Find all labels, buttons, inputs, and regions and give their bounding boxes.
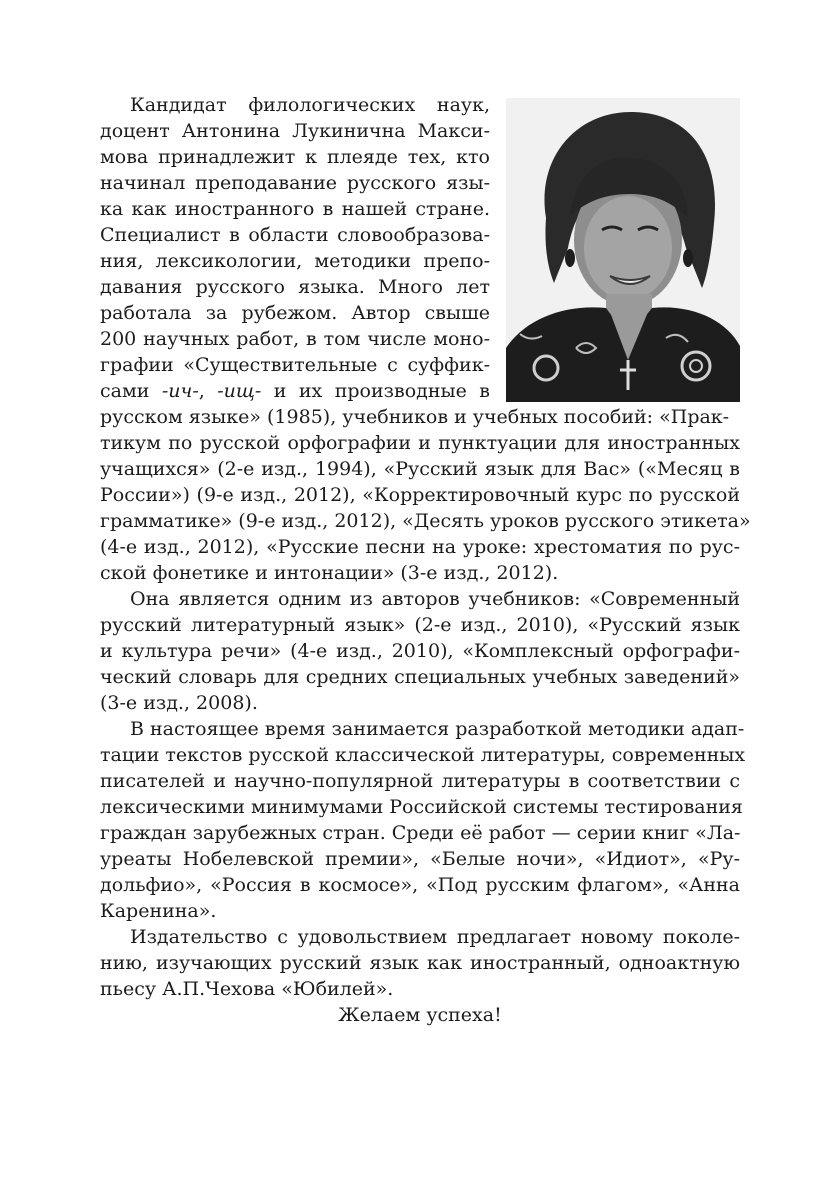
text-line: тации текстов русской классической литературы, современных: [100, 744, 746, 766]
text-line: ческий словарь для средних специальных учебных заведений»: [100, 666, 740, 688]
text-line: Издательство с удовольствием предлагает новому поколе-: [130, 926, 740, 948]
paragraph-textbooks: [100, 586, 740, 716]
text-line: работала за рубежом. Автор свыше: [100, 302, 490, 324]
text-line: нию, изучающих русский язык как иностранный, одноактную: [100, 952, 740, 974]
text-line: лексическими минимумами Российской системы тестирования: [100, 796, 743, 818]
text-line: мова принадлежит к плеяде тех, кто: [100, 146, 490, 168]
text-line: графии «Существительные с суффик-: [100, 354, 490, 376]
text-line: Каренина».: [100, 900, 217, 922]
text-line: учащихся» (2-е изд., 1994), «Русский язык для Вас» («Месяц в: [100, 458, 740, 480]
text-line: грамматике» (9-е изд., 2012), «Десять уроков русского этикета»: [100, 510, 751, 532]
paragraph-publisher: [100, 924, 740, 1002]
text-line: сами -ич-, -ищ- и их производные в: [100, 380, 490, 402]
text-line: России») (9-е изд., 2012), «Корректировочный курс по русской: [100, 484, 740, 506]
text-line: русском языке» (1985), учебников и учебных пособий: «Прак-: [100, 406, 730, 428]
paragraph-current-work: [100, 716, 746, 924]
text-line: и культура речи» (4-е изд., 2010), «Комплексный орфографи-: [100, 640, 740, 662]
author-portrait: [506, 98, 740, 402]
text-line: ской фонетике и интонации» (3-е изд., 2012).: [100, 562, 559, 584]
text-line: (3-е изд., 2008).: [100, 692, 258, 714]
text-line: В настоящее время занимается разработкой методики адап-: [130, 718, 745, 740]
text-line: граждан зарубежных стран. Среди её работ — серии книг «Ла-: [100, 822, 741, 844]
closing-line: Желаем успеха!: [338, 1004, 502, 1026]
text-line: Специалист в области словообразова-: [100, 224, 490, 246]
text-line: пьесу А.П.Чехова «Юбилей».: [100, 978, 394, 1000]
text-line: дольфио», «Россия в космосе», «Под русским флагом», «Анна: [100, 874, 740, 896]
text-line: Она является одним из авторов учебников: «Современный: [130, 588, 740, 610]
text-line: ка как иностранного в нашей стране.: [100, 198, 490, 220]
document-page: [100, 92, 751, 1028]
text-line: писателей и научно-популярной литературы в соответствии с: [100, 770, 740, 792]
text-line: доцент Антонина Лукинична Макси-: [100, 120, 490, 142]
text-line: тикум по русской орфографии и пунктуации для иностранных: [100, 432, 740, 454]
text-line: 200 научных работ, в том числе моно-: [100, 328, 490, 350]
closing-wish: [100, 1002, 740, 1028]
text-line: давания русского языка. Много лет: [100, 276, 490, 298]
text-line: (4-е изд., 2012), «Русские песни на уроке: хрестоматия по рус-: [100, 536, 740, 558]
text-line: начинал преподавание русского язы-: [100, 172, 490, 194]
text-line: русский литературный язык» (2-е изд., 2010), «Русский язык: [100, 614, 740, 636]
text-line: уреаты Нобелевской премии», «Белые ночи», «Идиот», «Ру-: [100, 848, 740, 870]
text-line: Кандидат филологических наук,: [130, 94, 490, 116]
text-line: ния, лексикологии, методики препо-: [100, 250, 490, 272]
